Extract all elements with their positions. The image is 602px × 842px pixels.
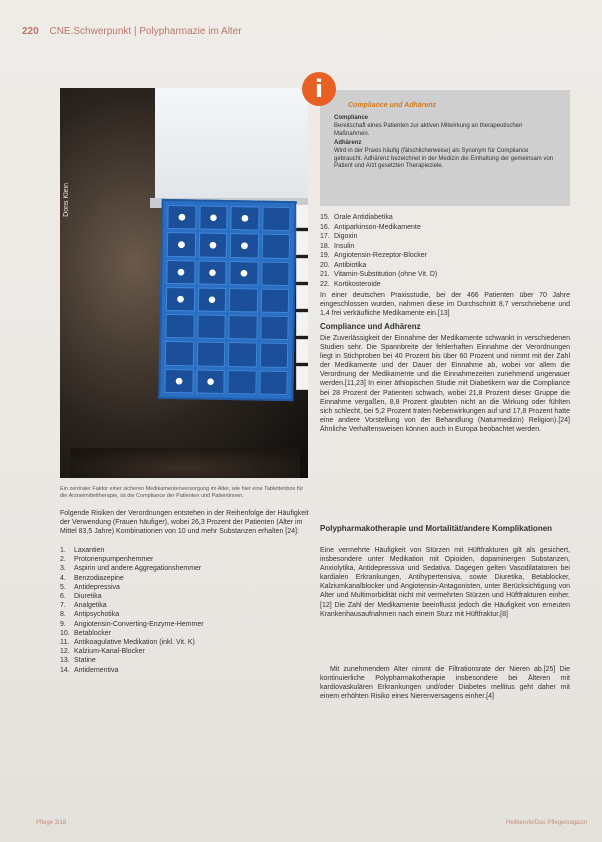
list-item-number: 18.: [320, 242, 330, 250]
compliance-label: Compliance: [334, 115, 369, 121]
list-item-number: 3.: [60, 565, 66, 573]
adherence-definition: Wird in der Praxis häufig (fälschlicherweise) als Synonym für Compliance gebraucht. Adhärenz bezeichnet in der Medizin die Einhaltung der gemeinsam von Patient und Arzt gesetzten Therapieziele.: [334, 148, 554, 169]
footer-left: Pflege 3/18: [36, 820, 67, 826]
list-item-number: 16.: [320, 223, 330, 231]
info-box-title: Compliance und Adhärenz: [348, 102, 437, 109]
pill-compartment: [229, 288, 258, 313]
pill-compartment: [165, 341, 194, 366]
list-item-number: 4.: [60, 574, 66, 582]
pill-compartment: [228, 315, 257, 340]
photo-credit: Doris Klein: [63, 183, 70, 217]
list-item-number: 5.: [60, 583, 66, 591]
pill-compartment: [198, 233, 227, 258]
list-item: [60, 555, 310, 564]
pill-compartment: [262, 207, 291, 232]
pill-compartment: [259, 370, 288, 395]
list-item-text: Antiparkinson-Medikamente: [334, 223, 421, 231]
list-item-number: 6.: [60, 593, 66, 601]
list-item: [60, 629, 310, 638]
label-strip: [296, 204, 308, 228]
list-item-number: 9.: [60, 620, 66, 628]
list-item: [320, 261, 570, 271]
list-item-number: 12.: [60, 648, 70, 656]
pill-compartment: [164, 369, 193, 394]
list-item: [320, 223, 570, 233]
section-text-kidney: Mit zunehmendem Alter nimmt die Filtrationsrate der Nieren ab.[25] Die kontinuierliche Polypharmakotherapie insbesondere bei Älteren mit kardiovaskulären Erkrankungen und/oder Diabetes mellitus geht daher mit einem erhöhten Risiko eines Nierenversagens einher.[4]: [320, 666, 570, 701]
list-item-text: Angiotensin-Converting-Enzyme-Hemmer: [74, 620, 204, 628]
list-item-text: Analgetika: [74, 602, 107, 610]
compliance-definition: Bereitschaft eines Patienten zur aktiven Mitwirkung an therapeutischen Maßnahmen.: [334, 123, 523, 137]
section-heading-polypharmacy: Polypharmakotherapie und Mortalität/andere Komplikationen: [320, 524, 553, 533]
pill-compartment: [167, 205, 196, 230]
list-item: [60, 638, 310, 647]
list-item: [320, 280, 570, 290]
pill-compartment: [228, 342, 257, 367]
page-number: 220: [22, 26, 39, 37]
pillbox-photo: [60, 88, 308, 478]
list-item-number: 13.: [60, 657, 70, 665]
pill-organizer-labels: [296, 204, 308, 393]
list-item-text: Protonenpumpenhemmer: [74, 556, 154, 564]
list-item-number: 19.: [320, 252, 330, 259]
list-item-text: Antikoagulative Medikation (inkl. Vit. K): [74, 639, 195, 647]
list-item-text: Laxantien: [74, 547, 105, 554]
photo-hand: [70, 448, 300, 478]
pill-compartment: [261, 234, 290, 259]
footer-right: Heilberufe/Das Pflegemagazin: [506, 820, 588, 826]
medication-list-right: [320, 213, 570, 289]
list-item-text: Betablocker: [74, 629, 111, 637]
page-header: [22, 26, 242, 37]
info-box: [320, 90, 570, 206]
list-item: [60, 592, 310, 601]
list-item-text: Diuretika: [74, 593, 102, 601]
pill-compartment: [260, 316, 289, 341]
list-item-text: Kortikosteroide: [334, 280, 381, 288]
pill-compartment: [197, 287, 226, 312]
label-strip: [296, 339, 308, 363]
list-item-text: Antipsychotika: [74, 611, 120, 619]
pill-compartment: [230, 206, 259, 231]
list-item-number: 2.: [60, 556, 66, 564]
pill-compartment: [227, 370, 256, 395]
pill-compartment: [166, 287, 195, 312]
adherence-label: Adhärenz: [334, 140, 362, 146]
list-item-number: 15.: [320, 214, 330, 221]
list-item-number: 8.: [60, 611, 66, 619]
list-item-text: Antibiotika: [334, 261, 367, 269]
pill-compartment: [230, 233, 259, 258]
running-title: CNE.Schwerpunkt | Polypharmazie im Alter: [49, 26, 242, 37]
label-strip: [296, 366, 308, 390]
label-strip: [296, 285, 308, 309]
list-item-number: 1.: [60, 547, 66, 554]
list-item-text: Aspirin und andere Aggregationshemmer: [74, 565, 202, 573]
pill-compartment: [196, 342, 225, 367]
list-item-text: Antidementiva: [74, 666, 119, 674]
list-item-number: 11.: [60, 639, 70, 647]
pill-compartment: [165, 314, 194, 339]
list-item: [320, 232, 570, 242]
list-item-text: Kalzium-Kanal-Blocker: [74, 648, 145, 656]
section-heading-compliance: Compliance und Adhärenz: [320, 322, 421, 331]
list-item: [60, 601, 310, 610]
list-item-number: 10.: [60, 629, 70, 637]
list-item: [320, 270, 570, 280]
left-intro-paragraph: Folgende Risiken der Verordnungen entstehen in der Reihenfolge der Häufigkeit der Verwendung (Frauen häufiger), wobei 26,3 Prozent der Patienten (Alter im Mittel 83,5 Jahre) Kombinationen von 10 und mehr Substanzen erhalten [24]:: [60, 510, 309, 535]
list-item-text: Digoxin: [334, 233, 358, 240]
photo-caption: Ein zentraler Faktor einer sicheren Medikamentenversorgung im Alter, wie hier eine Tablettenbox für die Arzneimitteltherapie, ist die Compliance der Patienten und Patientinnen.: [60, 486, 304, 499]
list-item: [60, 647, 310, 656]
list-item: [60, 564, 310, 573]
pill-compartment: [167, 232, 196, 257]
list-item-number: 14.: [60, 666, 70, 674]
label-strip: [296, 312, 308, 336]
medication-list-left: [60, 546, 310, 675]
list-item-text: Antidepressiva: [74, 583, 120, 591]
section-text-compliance: Die Zuverlässigkeit der Einnahme der Medikamente schwankt in verschiedenen Studien sehr. Die Spannbreite der fehlerhaften Einnahme der Verordnungen liegt in Stichproben bei 40 Prozent bis über 60 Prozent und nimmt mit der Zahl der Medikamente und der Dauer der Einnahme ab, wobei vor allem die Verordnung der Medikamente und die Einnahmezeiten zunehmend ungenauer werden.[11,23] In einer äthiopischen Studie mit Diabetikern war die Compliance bei 28 Prozent der Patienten schwach, wobei 21,8 Prozent dieser Gruppe die Einnahme vergaßen, 8,8 Prozent glaubten nicht an die Wirkung oder fühlten sich schlecht, bei 5,2 Prozent traten Nebenwirkungen auf und 17,8 Prozent hatte eine andere Vorstellung von der Behandlung (Naturmedizin) Religion).[24] Ähnliche Verhaltensweisen können auch in Europa beobachtet werden.: [320, 335, 570, 433]
list-item: [60, 666, 310, 675]
pill-compartment: [196, 369, 225, 394]
list-item: [60, 546, 310, 555]
list-item-text: Insulin: [334, 242, 355, 250]
study-paragraph: In einer deutschen Praxisstudie, bei der 466 Patienten über 70 Jahre eingeschlossen wurden, nahmen diese im Durchschnitt 8,7 verschriebene und 1,4 frei verkäufliche Medikamente ein.[13]: [320, 292, 570, 318]
list-item: [320, 242, 570, 252]
pill-organizer: [158, 199, 296, 401]
pill-compartment: [197, 315, 226, 340]
pill-compartment: [166, 259, 195, 284]
list-item-text: Angiotensin-Rezeptor-Blocker: [334, 252, 427, 259]
list-item-text: Benzodiazepine: [74, 574, 124, 582]
list-item: [60, 574, 310, 583]
pill-compartment: [259, 343, 288, 368]
list-item-text: Vitamin-Substitution (ohne Vit. D): [334, 271, 438, 278]
list-item-number: 17.: [320, 233, 330, 240]
pill-compartment: [198, 260, 227, 285]
list-item-text: Statine: [74, 657, 96, 665]
label-strip: [296, 231, 308, 255]
list-item: [60, 620, 310, 629]
info-icon: i: [302, 72, 336, 106]
list-item: [320, 251, 570, 261]
list-item-number: 20.: [320, 261, 330, 269]
list-item: [60, 610, 310, 619]
label-strip: [296, 258, 308, 282]
list-item: [320, 213, 570, 223]
section-text-polypharmacy: Eine vermehrte Häufigkeit von Stürzen mit Hüftfrakturen gilt als gesichert, insbesondere unter Medikation mit Opioiden, dopaminergen Substanzen, Anxiolytika, Antidepressiva und Sedativa. Dagegen gelten Vasodilatatoren bei kardialen Erkrankungen, Antihypertensiva, sowie Diuretika, Betablocker, Kalziumkanalblocker und Angiotensin-Antagonisten, unter Berücksichtigung von Alter und Multimorbidität nicht mit vermehrten Stürzen und Hüftfrakturen einher.[12] Die Zahl der Medikamente beeinflusst jedoch die Häufigkeit von erneuten Krankenhausaufnahmen nach einem Sturz mit Hüftfraktur.[8]: [320, 547, 570, 618]
list-item-number: 22.: [320, 280, 330, 288]
list-item: [60, 656, 310, 665]
list-item: [60, 583, 310, 592]
photo-window: [155, 88, 308, 198]
pill-compartment: [261, 261, 290, 286]
pill-compartment: [229, 261, 258, 286]
list-item-number: 21.: [320, 271, 330, 278]
pill-compartment: [260, 288, 289, 313]
pill-compartment: [199, 205, 228, 230]
list-item-number: 7.: [60, 602, 66, 610]
list-item-text: Orale Antidiabetika: [334, 214, 393, 221]
